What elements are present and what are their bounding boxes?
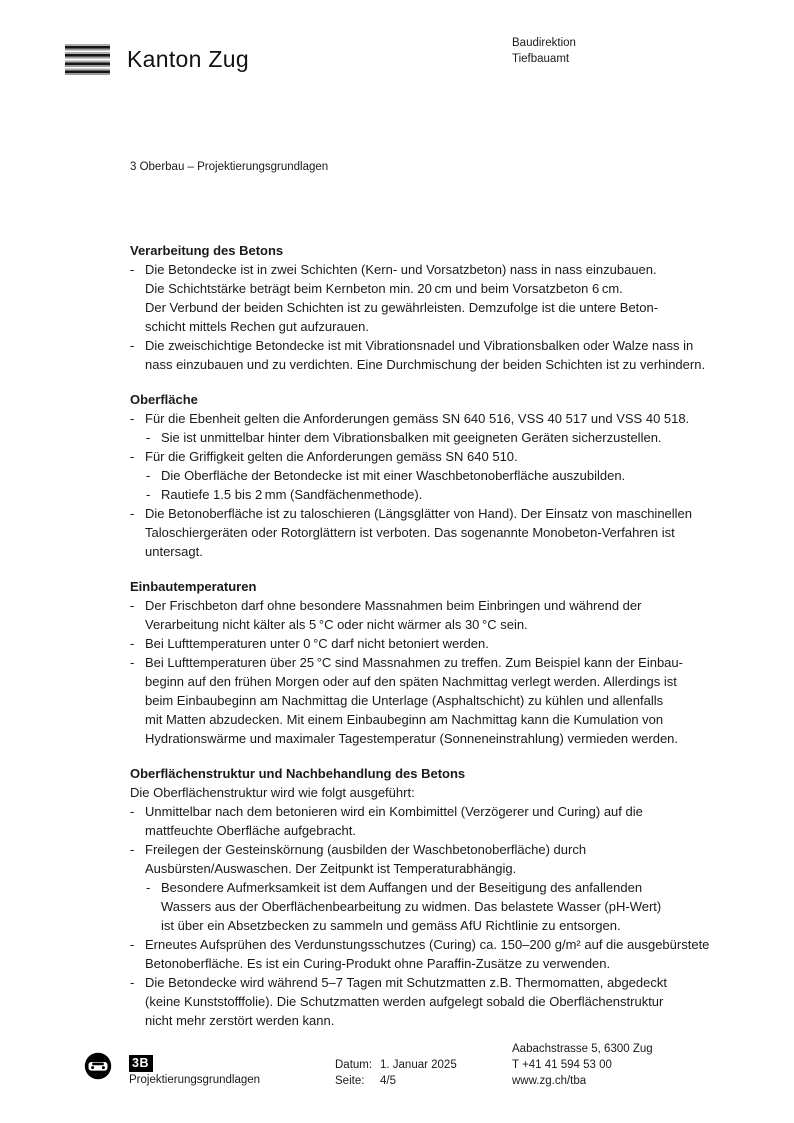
page-value: 4/5	[380, 1075, 396, 1087]
bullet-line: Ausbürsten/Auswaschen. Der Zeitpunkt ist Temperaturabhängig.	[145, 861, 517, 876]
page-label: Seite:	[335, 1075, 365, 1087]
bullet-line: nicht mehr zerstört werden kann.	[145, 1013, 335, 1028]
bullet-item	[130, 634, 762, 653]
bullet-text	[145, 973, 667, 1030]
office-name: Tiefbauamt	[512, 53, 570, 65]
bullet-marker: -	[130, 636, 135, 651]
bullet-marker: -	[130, 937, 135, 952]
address-phone: T +41 41 594 53 00	[512, 1059, 612, 1071]
section-heading: Oberfläche	[130, 392, 198, 407]
car-in-circle-icon	[84, 1052, 112, 1080]
bullet-line: mit Matten abzudecken. Mit einem Einbaubeginn am Nachmittag kann die Kumulation von	[145, 712, 664, 727]
bullet-line: Der Verbund der beiden Schichten ist zu gewährleisten. Demzufolge ist die untere Beton-	[145, 300, 659, 315]
bullet-marker: -	[130, 842, 135, 857]
bullet-marker: -	[130, 506, 135, 521]
bullet-line: Taloschiergeräten oder Rotorglättern ist verboten. Das sogenannte Monobeton-Verfahren ist	[145, 525, 675, 540]
section	[130, 577, 762, 748]
bullet-item	[130, 878, 762, 935]
section	[130, 764, 762, 1030]
bullet-item	[130, 840, 762, 878]
bullet-line: Die Betonoberfläche ist zu taloschieren (Längsglätter von Hand). Der Einsatz von maschinellen	[145, 506, 693, 521]
section-heading: Einbautemperaturen	[130, 579, 257, 594]
kanton-zug-logo	[65, 44, 110, 77]
section	[130, 241, 762, 374]
date-label: Datum:	[335, 1059, 373, 1071]
bullet-item	[130, 504, 762, 561]
section-intro: Die Oberflächenstruktur wird wie folgt ausgeführt:	[130, 785, 415, 800]
bullet-item	[130, 653, 762, 748]
bullet-text	[145, 504, 692, 561]
footer-address	[512, 1041, 653, 1089]
date-value: 1. Januar 2025	[380, 1059, 457, 1071]
bullet-line: mattfeuchte Oberfläche aufgebracht.	[145, 823, 357, 838]
bullet-text	[145, 596, 641, 634]
bullet-line: Freilegen der Gesteinskörnung (ausbilden der Waschbetonoberfläche) durch	[145, 842, 587, 857]
bullet-line: Hydrationswärme und maximaler Tagestemperatur (Sonneneinstrahlung) vermieden werden.	[145, 731, 679, 746]
bullet-marker: -	[130, 975, 135, 990]
document-code-badge: 3B	[129, 1055, 153, 1072]
bullet-marker: -	[130, 411, 135, 426]
bullet-line: (keine Kunststofffolie). Die Schutzmatten werden aufgelegt sobald die Oberflächenstruktur	[145, 994, 664, 1009]
bullet-line: Für die Ebenheit gelten die Anforderungen gemäss SN 640 516, VSS 40 517 und VSS 40 518.	[145, 411, 690, 426]
bullet-line: Unmittelbar nach dem betonieren wird ein Kombimittel (Verzögerer und Curing) auf die	[145, 804, 643, 819]
bullet-line: nass einzubauen und zu verdichten. Eine Durchmischung der beiden Schichten ist zu verhindern.	[145, 357, 706, 372]
bullet-marker: -	[130, 338, 135, 353]
bullet-item	[130, 485, 762, 504]
department-name: Baudirektion	[512, 37, 576, 49]
bullet-marker: -	[130, 449, 135, 464]
bullet-line: Rautiefe 1.5 bis 2 mm (Sandfächenmethode).	[161, 487, 423, 502]
bullet-text	[145, 260, 658, 336]
bullet-text	[145, 653, 683, 748]
bullet-item	[130, 935, 762, 973]
bullet-marker: -	[146, 880, 151, 895]
bullet-text	[145, 840, 586, 878]
bullet-text	[145, 802, 643, 840]
bullet-item	[130, 428, 762, 447]
bullet-item	[130, 409, 762, 428]
bullet-item	[130, 260, 762, 336]
org-name: Kanton Zug	[127, 46, 249, 72]
bullet-line: Die Schichtstärke beträgt beim Kernbeton min. 20 cm und beim Vorsatzbeton 6 cm.	[145, 281, 623, 296]
bullet-line: Sie ist unmittelbar hinter dem Vibrationsbalken mit geeigneten Geräten sicherzustellen.	[161, 430, 662, 445]
bullet-item	[130, 973, 762, 1030]
bullet-line: Die zweischichtige Betondecke ist mit Vibrationsnadel und Vibrationsbalken oder Walze nass in	[145, 338, 694, 353]
bullet-item	[130, 336, 762, 374]
section	[130, 390, 762, 561]
bullet-line: beginn auf den frühen Morgen oder auf den späten Nachmittag verlegt werden. Allerdings ist	[145, 674, 677, 689]
bullet-text	[161, 485, 422, 504]
bullet-text	[145, 935, 709, 973]
bullet-text	[161, 428, 662, 447]
bullet-line: Die Oberfläche der Betondecke ist mit einer Waschbetonoberfläche auszubilden.	[161, 468, 626, 483]
bullet-line: Betonoberfläche. Es ist ein Curing-Produkt ohne Paraffin-Zusätze zu verwenden.	[145, 956, 611, 971]
bullet-marker: -	[146, 430, 151, 445]
bullet-line: ist über ein Absetzbecken zu sammeln und gemäss AfU Richtlinie zu entsorgen.	[161, 918, 621, 933]
section-heading: Oberflächenstruktur und Nachbehandlung des Betons	[130, 766, 466, 781]
bullet-line: schicht mittels Rechen gut aufzurauen.	[145, 319, 370, 334]
bullet-item	[130, 447, 762, 466]
document-reference: 3 Oberbau – Projektierungsgrundlagen	[130, 161, 329, 173]
address-website: www.zg.ch/tba	[512, 1075, 587, 1087]
bullet-line: Für die Griffigkeit gelten die Anforderungen gemäss SN 640 510.	[145, 449, 518, 464]
bullet-line: Erneutes Aufsprühen des Verdunstungsschutzes (Curing) ca. 150–200 g/m² auf die ausgebürstete	[145, 937, 710, 952]
bullet-text	[161, 878, 661, 935]
bullet-line: Wassers aus der Oberflächenbearbeitung zu widmen. Das belastete Wasser (pH-Wert)	[161, 899, 662, 914]
bullet-item	[130, 466, 762, 485]
address-street: Aabachstrasse 5, 6300 Zug	[512, 1043, 653, 1055]
bullet-text	[145, 409, 689, 428]
bullet-line: Besondere Aufmerksamkeit ist dem Auffangen und der Beseitigung des anfallenden	[161, 880, 643, 895]
bullet-item	[130, 802, 762, 840]
bullet-marker: -	[130, 655, 135, 670]
bullet-text	[161, 466, 625, 485]
bullet-marker: -	[146, 487, 151, 502]
bullet-line: Verarbeitung nicht kälter als 5 °C oder nicht wärmer als 30 °C sein.	[145, 617, 528, 632]
bullet-marker: -	[130, 804, 135, 819]
bullet-line: Der Frischbeton darf ohne besondere Massnahmen beim Einbringen und während der	[145, 598, 642, 613]
bullet-text	[145, 447, 518, 466]
bullet-line: beim Einbaubeginn am Nachmittag die Unterlage (Asphaltschicht) zu kühlen und allenfalls	[145, 693, 664, 708]
bullet-text	[145, 336, 705, 374]
document-body	[130, 241, 762, 1030]
bullet-line: Bei Lufttemperaturen unter 0 °C darf nicht betoniert werden.	[145, 636, 489, 651]
bullet-item	[130, 596, 762, 634]
footer-doc-label: Projektierungsgrundlagen	[129, 1074, 261, 1086]
bullet-line: untersagt.	[145, 544, 203, 559]
bullet-text	[145, 634, 489, 653]
bullet-line: Bei Lufttemperaturen über 25 °C sind Massnahmen zu treffen. Zum Beispiel kann der Einbau-	[145, 655, 683, 670]
section-heading: Verarbeitung des Betons	[130, 243, 284, 258]
bullet-line: Die Betondecke wird während 5–7 Tagen mit Schutzmatten z.B. Thermomatten, abgedeckt	[145, 975, 667, 990]
department-block	[512, 35, 576, 67]
bullet-line: Die Betondecke ist in zwei Schichten (Kern- und Vorsatzbeton) nass in nass einzubauen.	[145, 262, 657, 277]
footer-meta	[335, 1057, 457, 1089]
bullet-marker: -	[130, 598, 135, 613]
bullet-marker: -	[146, 468, 151, 483]
bullet-marker: -	[130, 262, 135, 277]
